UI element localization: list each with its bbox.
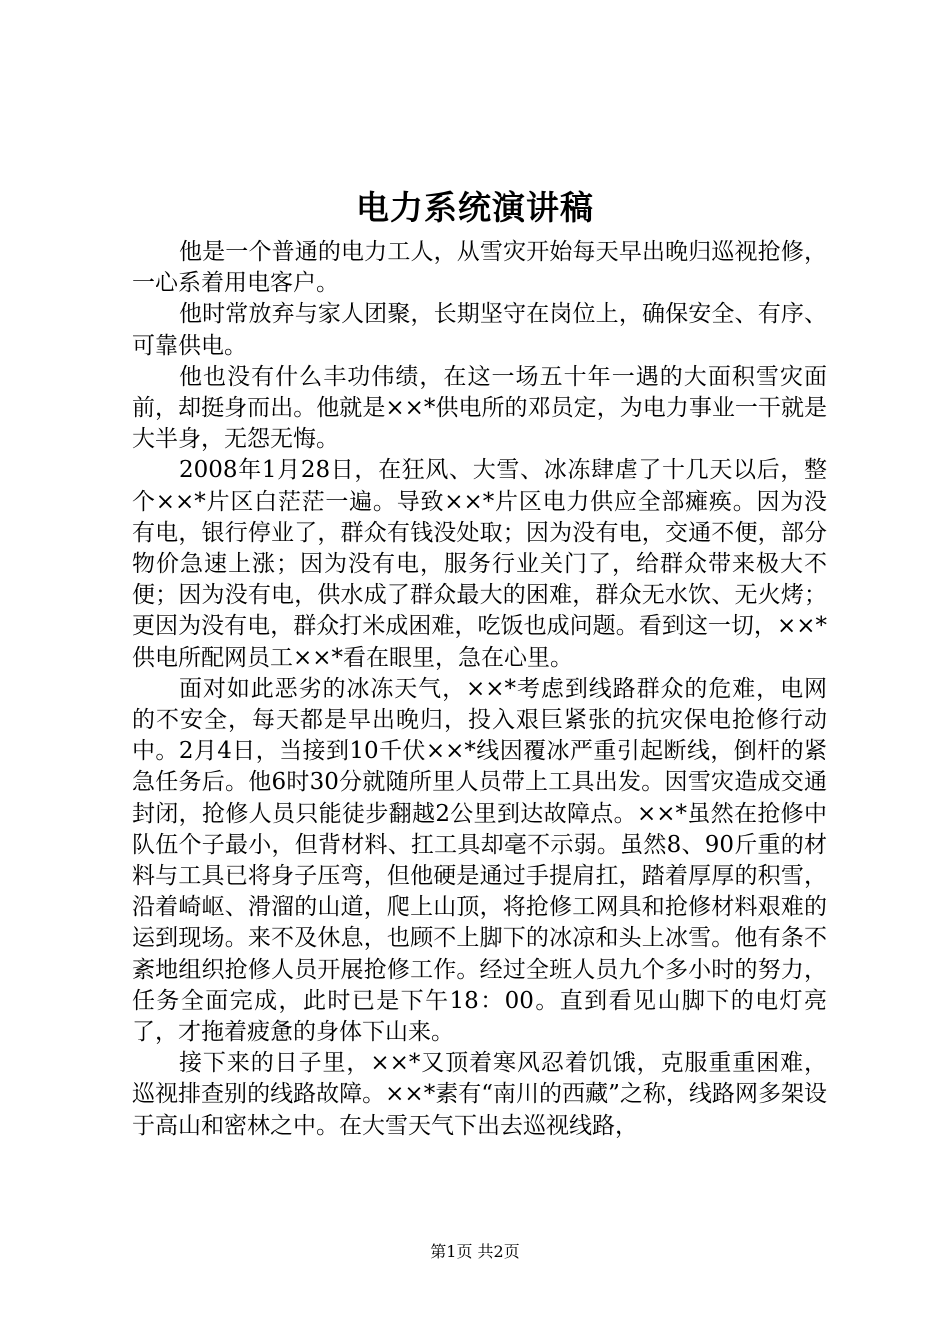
paragraph-1: 他是一个普通的电力工人，从雪灾开始每天早出晚归巡视抢修，一心系着用电客户。 <box>132 239 827 297</box>
document-title: 电力系统演讲稿 <box>356 188 594 227</box>
page-footer: 第1页 共2页 <box>430 1242 520 1261</box>
paragraph-2: 他时常放弃与家人团聚，长期坚守在岗位上，确保安全、有序、可靠供电。 <box>132 301 827 359</box>
paragraph-4: 2008年1月28日，在狂风、大雪、冰冻肆虐了十几天以后，整个××*片区白茫茫一遍。导致××*片区电力供应全部瘫痪。因为没有电，银行停业了，群众有钱没处取；因为没有电，交通不便，部分物价急速上涨；因为没有电，服务行业关门了，给群众带来极大不便；因为没有电，供水成了群众最大的困难，群众无水饮、无火烤；更因为没有电，群众打米成困难，吃饭也成问题。看到这一切，××*供电所配网员工××*看在眼里，急在心里。 <box>132 457 827 671</box>
document-body <box>132 237 827 1142</box>
paragraph-6: 接下来的日子里，××*又顶着寒风忍着饥饿，克服重重困难，巡视排查别的线路故障。××*素有“南川的西藏”之称，线路网多架设于高山和密林之中。在大雪天气下出去巡视线路， <box>132 1050 827 1139</box>
paragraph-3: 他也没有什么丰功伟绩，在这一场五十年一遇的大面积雪灾面前，却挺身而出。他就是××*供电所的邓员定，为电力事业一干就是大半身，无怨无悔。 <box>132 363 827 453</box>
paragraph-5: 面对如此恶劣的冰冻天气，××*考虑到线路群众的危难，电网的不安全，每天都是早出晚归，投入艰巨紧张的抗灾保电抢修行动中。2月4日，当接到10千伏××*线因覆冰严重引起断线，倒杆的紧急任务后。他6时30分就随所里人员带上工具出发。因雪灾造成交通封闭，抢修人员只能徒步翻越2公里到达故障点。××*虽然在抢修中队伍个子最小，但背材料、扛工具却毫不示弱。虽然8、90斤重的材料与工具已将身子压弯，但他硬是通过手提肩扛，踏着厚厚的积雪，沿着崎岖、滑溜的山道，爬上山顶，将抢修工网具和抢修材料艰难的运到现场。来不及休息，也顾不上脚下的冰凉和头上冰雪。他有条不紊地组织抢修人员开展抢修工作。经过全班人员九个多小时的努力，任务全面完成，此时已是下午18：00。直到看见山脚下的电灯亮了，才拖着疲惫的身体下山来。 <box>132 675 827 1046</box>
